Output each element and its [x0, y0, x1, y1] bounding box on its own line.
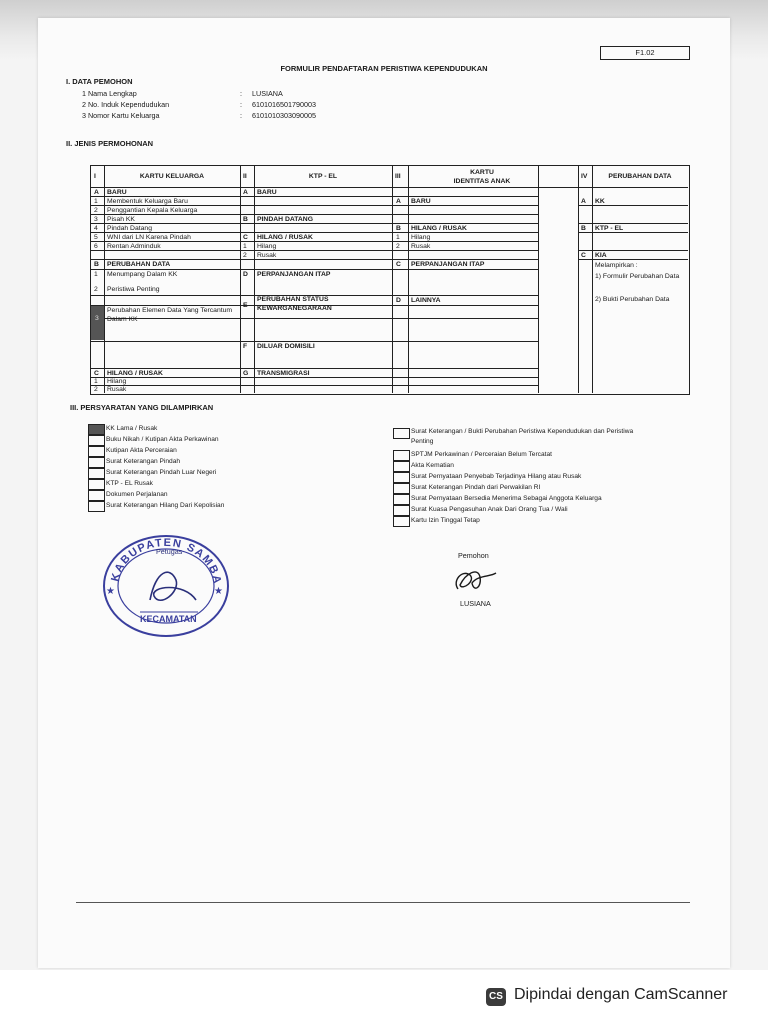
req-checkbox[interactable]	[393, 428, 410, 439]
ktp-g-letter: G	[243, 370, 249, 377]
req-left-6: KTP - EL Rusak	[106, 480, 153, 487]
kia-b2-label: Rusak	[411, 243, 431, 250]
req-left-5: Surat Keterangan Pindah Luar Negeri	[106, 469, 217, 476]
kia-b1-label: Hilang	[411, 234, 431, 241]
kia-a-label: BARU	[411, 198, 431, 205]
kia-d-label: LAINNYA	[411, 297, 441, 304]
row-line	[578, 250, 688, 251]
ktp-g-label: TRANSMIGRASI	[257, 370, 310, 377]
svg-text:KABUPATEN SAMBAS: KABUPATEN SAMBA	[109, 536, 224, 586]
req-checkbox[interactable]	[88, 435, 105, 446]
kia-a-letter: A	[396, 198, 401, 205]
kia-c-letter: C	[396, 261, 401, 268]
kk-b-label: PERUBAHAN DATA	[107, 261, 171, 268]
req-checkbox[interactable]	[393, 516, 410, 527]
camscanner-logo: CS	[486, 988, 506, 1006]
row-line	[90, 232, 538, 233]
signature-name: LUSIANA	[460, 599, 491, 608]
row-line	[90, 341, 538, 342]
ktp-b-letter: B	[243, 216, 248, 223]
kk-b-letter: B	[94, 261, 99, 268]
col-line	[392, 165, 393, 393]
kk-a5-label: WNI dari LN Karena Pindah	[107, 234, 191, 241]
ktp-c2-label: Rusak	[257, 252, 277, 259]
ktp-f-letter: F	[243, 343, 248, 350]
kk-a2-label: Penggantian Kepala Keluarga	[107, 207, 198, 214]
colon: :	[240, 89, 242, 98]
header-line	[90, 187, 688, 188]
kk-b3-num: 3	[95, 315, 99, 322]
kk-a1-num: 1	[94, 198, 98, 205]
req-right-3: Akta Kematian	[411, 462, 454, 469]
ktp-c2-num: 2	[243, 252, 247, 259]
ktp-c1-label: Hilang	[257, 243, 277, 250]
pd-melampirkan: Melampirkan :	[595, 262, 638, 269]
col-line	[538, 165, 539, 393]
pd-b-label: KTP - EL	[595, 225, 624, 232]
ktp-c-letter: C	[243, 234, 248, 241]
form-sheet	[38, 18, 730, 968]
col-line	[254, 165, 255, 393]
applicant-name-value: LUSIANA	[252, 89, 283, 98]
req-checkbox[interactable]	[393, 461, 410, 472]
req-right-5: Surat Keterangan Pindah dari Perwakilan RI	[411, 484, 541, 491]
kk-a4-label: Pindah Datang	[107, 225, 152, 232]
applicant-nik-label: 2 No. Induk Kependudukan	[82, 100, 170, 109]
req-left-3: Kutipan Akta Perceraian	[106, 447, 177, 454]
col-number-1: I	[94, 173, 96, 180]
kk-b2-num: 2	[94, 286, 98, 293]
kia-c-label: PERPANJANGAN ITAP	[411, 261, 485, 268]
signature-role: Pemohon	[458, 551, 489, 560]
kk-a3-label: Pisah KK	[107, 216, 135, 223]
col-line	[408, 165, 409, 393]
col-number-4: IV	[581, 173, 588, 180]
col-number-3: III	[395, 173, 401, 180]
applicant-signature	[448, 563, 508, 597]
applicant-name-label: 1 Nama Lengkap	[82, 89, 137, 98]
section3-heading: III. PERSYARATAN YANG DILAMPIRKAN	[70, 403, 214, 412]
kk-a1-label: Membentuk Keluarga Baru	[107, 198, 188, 205]
bottom-rule	[76, 902, 690, 903]
col-head-kia: KARTU IDENTITAS ANAK	[453, 169, 511, 185]
ktp-f-label: DILUAR DOMISILI	[257, 343, 315, 350]
ktp-a-letter: A	[243, 189, 248, 196]
applicant-kk-value: 6101010303090005	[252, 111, 316, 120]
pd-c-letter: C	[581, 252, 586, 259]
req-checkbox[interactable]	[88, 424, 105, 435]
col-number-2: II	[243, 173, 247, 180]
req-checkbox[interactable]	[393, 450, 410, 461]
kk-a3-num: 3	[94, 216, 98, 223]
col-line	[578, 165, 579, 393]
kk-c1-label: Hilang	[107, 378, 127, 385]
pd-b-letter: B	[581, 225, 586, 232]
kk-a-label: BARU	[107, 189, 127, 196]
kk-c2-label: Rusak	[107, 386, 127, 393]
kia-b1-num: 1	[396, 234, 400, 241]
pd-lampiran-2: 2) Bukti Perubahan Data	[595, 296, 670, 303]
req-checkbox[interactable]	[88, 457, 105, 468]
req-right-1: Surat Keterangan / Bukti Perubahan Peristiwa Kependudukan dan Peristiwa Penting	[411, 428, 634, 445]
official-stamp	[100, 530, 240, 642]
req-checkbox[interactable]	[393, 494, 410, 505]
pd-a-letter: A	[581, 198, 586, 205]
pd-a-label: KK	[595, 198, 605, 205]
row-line	[90, 368, 538, 369]
req-checkbox[interactable]	[88, 468, 105, 479]
svg-text:★: ★	[214, 586, 223, 597]
pd-c-label: KIA	[595, 252, 607, 259]
kk-a2-num: 2	[94, 207, 98, 214]
req-left-2: Buku Nikah / Kutipan Akta Perkawinan	[106, 436, 219, 443]
kk-c-letter: C	[94, 370, 99, 377]
ktp-e-letter: E	[243, 302, 248, 309]
req-left-8: Surat Keterangan Hilang Dari Kepolisian	[106, 502, 225, 509]
row-line	[90, 223, 538, 224]
req-checkbox[interactable]	[88, 446, 105, 457]
kia-d-letter: D	[396, 297, 401, 304]
req-right-6: Surat Pernyataan Bersedia Menerima Sebagai Anggota Keluarga	[411, 495, 602, 502]
ktp-b-label: PINDAH DATANG	[257, 216, 314, 223]
col-line	[240, 165, 241, 393]
kk-a5-num: 5	[94, 234, 98, 241]
req-left-7: Dokumen Perjalanan	[106, 491, 168, 498]
req-checkbox[interactable]	[393, 483, 410, 494]
svg-text:KECAMATAN: KECAMATAN	[140, 614, 197, 624]
ktp-e-label: PERUBAHAN STATUS KEWARGANEGARAAN	[257, 296, 332, 312]
form-title: FORMULIR PENDAFTARAN PERISTIWA KEPENDUDUKAN	[280, 64, 488, 73]
kia-b-letter: B	[396, 225, 401, 232]
kk-b1-num: 1	[94, 271, 98, 278]
req-right-2: SPTJM Perkawinan / Perceraian Belum Tercatat	[411, 451, 552, 458]
col-line	[104, 165, 105, 393]
svg-text:★: ★	[106, 586, 115, 597]
ktp-c-label: HILANG / RUSAK	[257, 234, 313, 241]
form-code-box: F1.02	[600, 46, 690, 60]
req-checkbox[interactable]	[393, 505, 410, 516]
req-left-4: Surat Keterangan Pindah	[106, 458, 181, 465]
kk-c1-num: 1	[94, 378, 98, 385]
colon: :	[240, 100, 242, 109]
applicant-kk-label: 3 Nomor Kartu Keluarga	[82, 111, 160, 120]
section1-heading: I. DATA PEMOHON	[66, 77, 133, 86]
col-head-ktp: KTP - EL	[308, 173, 338, 180]
col-line	[592, 165, 593, 393]
row-line	[90, 259, 538, 260]
pd-lampiran-1: 1) Formulir Perubahan Data	[595, 273, 680, 280]
kk-c-label: HILANG / RUSAK	[107, 370, 163, 377]
ktp-a-label: BARU	[257, 189, 277, 196]
row-line	[90, 196, 538, 197]
applicant-nik-value: 6101016501790003	[252, 100, 316, 109]
kk-b3-label: Perubahan Elemen Data Yang Tercantum Dalam KK	[107, 307, 233, 323]
kia-b-label: HILANG / RUSAK	[411, 225, 467, 232]
req-checkbox[interactable]	[88, 501, 105, 512]
kia-b2-num: 2	[396, 243, 400, 250]
kk-c2-num: 2	[94, 386, 98, 393]
kk-b1-label: Menumpang Dalam KK	[107, 271, 178, 278]
req-right-4: Surat Pernyataan Penyebab Terjadinya Hilang atau Rusak	[411, 473, 582, 480]
row-line	[90, 269, 538, 270]
req-right-8: Kartu Izin Tinggal Tetap	[411, 517, 480, 524]
ktp-d-label: PERPANJANGAN ITAP	[257, 271, 331, 278]
colon: :	[240, 111, 242, 120]
req-right-7: Surat Kuasa Pengasuhan Anak Dari Orang Tua / Wali	[411, 506, 568, 513]
kk-a4-num: 4	[94, 225, 98, 232]
kk-a6-num: 6	[94, 243, 98, 250]
kk-b3-shaded-cell	[91, 306, 104, 340]
col-head-perubahan: PERUBAHAN DATA	[608, 173, 672, 180]
camscanner-watermark: Dipindai dengan CamScanner	[514, 986, 728, 1003]
signature-scribble	[448, 563, 508, 597]
row-line	[90, 385, 538, 386]
req-checkbox[interactable]	[393, 472, 410, 483]
stamp-officer-label: Petugas	[156, 547, 183, 556]
ktp-d-letter: D	[243, 271, 248, 278]
kk-a6-label: Rentan Adminduk	[107, 243, 161, 250]
req-checkbox[interactable]	[88, 479, 105, 490]
row-line	[578, 223, 688, 224]
kk-b2-label: Peristiwa Penting	[107, 286, 160, 293]
ktp-c1-num: 1	[243, 243, 247, 250]
section2-heading: II. JENIS PERMOHONAN	[66, 139, 154, 148]
req-checkbox[interactable]	[88, 490, 105, 501]
kk-a-letter: A	[94, 189, 99, 196]
req-left-1: KK Lama / Rusak	[106, 425, 158, 432]
col-head-kk: KARTU KELUARGA	[139, 173, 205, 180]
